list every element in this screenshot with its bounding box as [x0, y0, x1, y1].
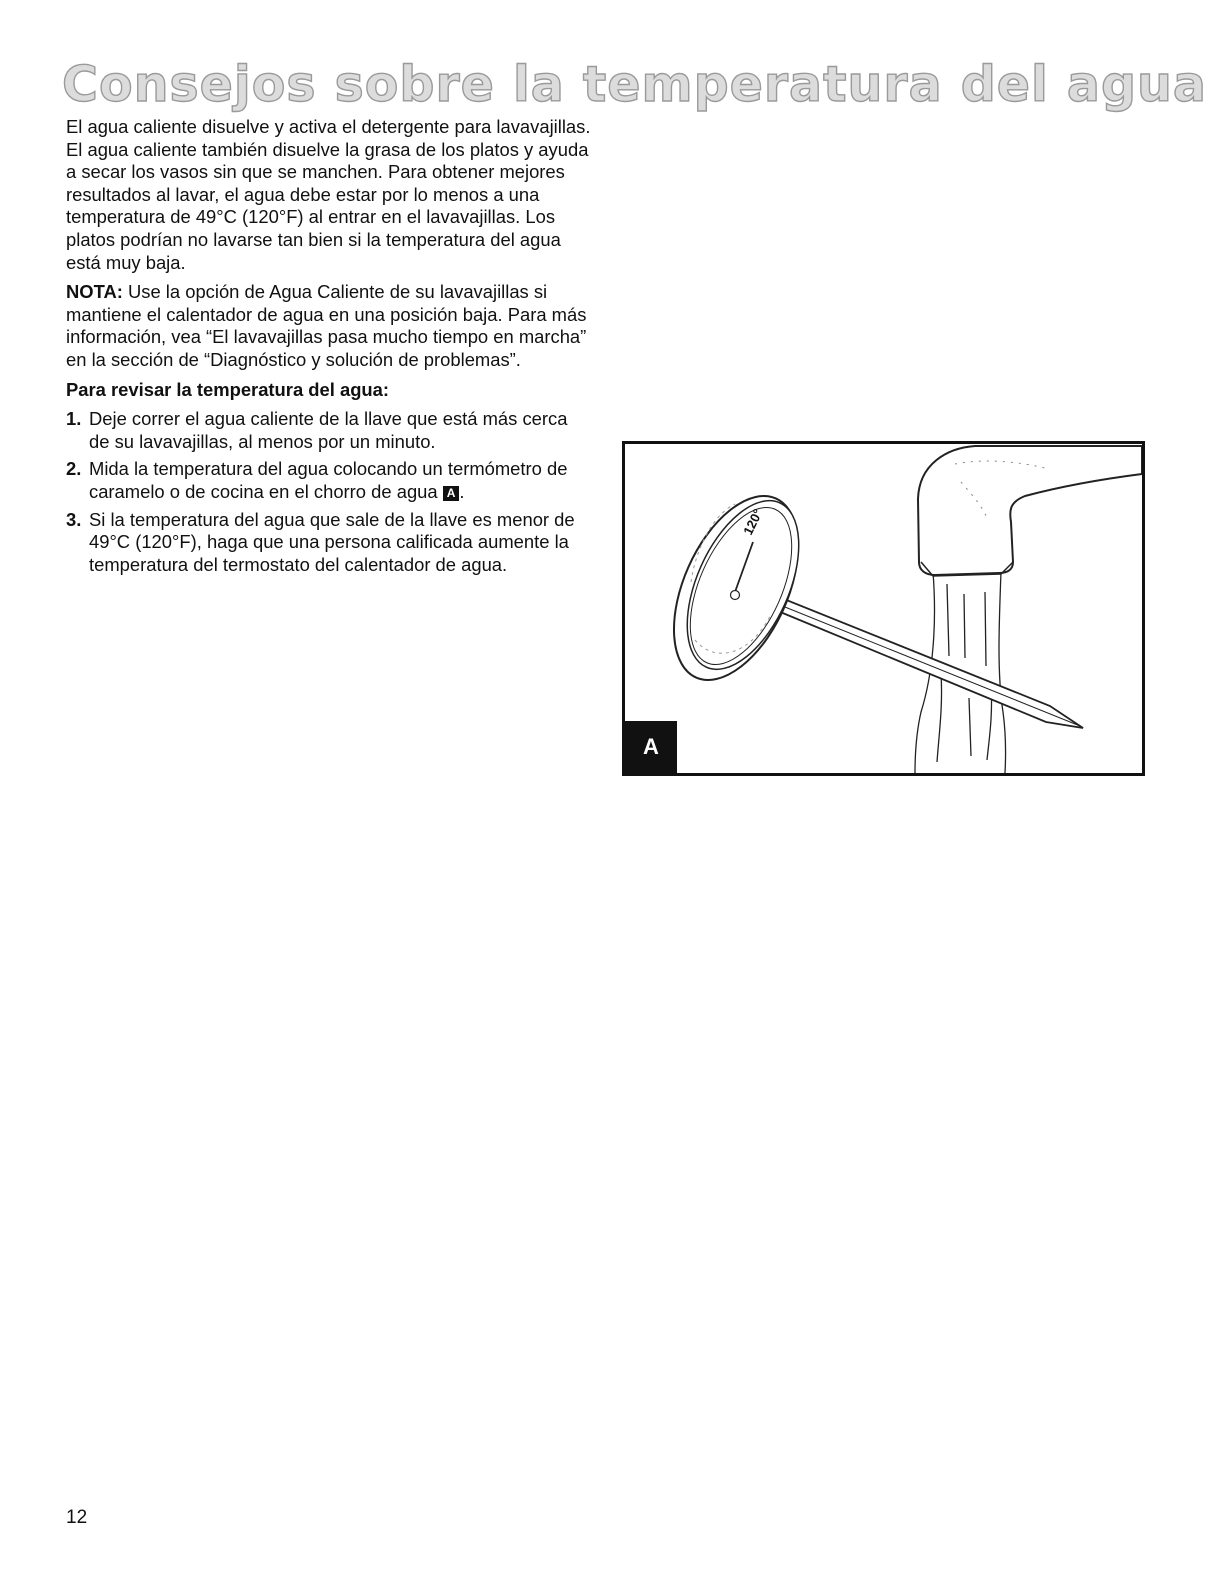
- thermometer-probe: [773, 597, 1083, 728]
- step-item: [66, 458, 591, 503]
- note-paragraph: [66, 281, 591, 371]
- step-number: 3.: [66, 508, 82, 530]
- page-number: 12: [66, 1507, 88, 1528]
- content-column: [66, 116, 591, 581]
- step-text: Si la temperatura del agua que sale de la llave es menor de 49°C (120°F), haga que una persona calificada aumente la temperatura del termostato del calentador de agua.: [89, 508, 575, 575]
- procedure-heading: Para revisar la temperatura del agua:: [66, 378, 390, 400]
- note-text: Use la opción de Agua Caliente de su lavavajillas si mantiene el calentador de agua en una posición baja. Para más información, vea “El lavavajillas pasa mucho tiempo en marcha” en la sección de “Diagnóstico y solución de problemas”.: [66, 281, 587, 370]
- step-text-end: .: [459, 480, 465, 502]
- step-item: [66, 509, 591, 577]
- step-number: 1.: [66, 408, 82, 430]
- figure-reference-badge: A: [443, 486, 460, 501]
- thermometer-faucet-drawing: [625, 444, 1142, 773]
- step-item: [66, 408, 591, 453]
- procedure-steps: [66, 408, 591, 576]
- figure-thermometer-illustration: [622, 441, 1145, 776]
- step-text: Deje correr el agua caliente de la llave que está más cerca de su lavavajillas, al menos por un minuto.: [89, 408, 568, 452]
- step-number: 2.: [66, 458, 82, 480]
- step-text: Mida la temperatura del agua colocando un termómetro de caramelo o de cocina en el chorro de agua: [89, 458, 568, 502]
- note-label: NOTA:: [66, 281, 123, 303]
- faucet: [918, 446, 1142, 576]
- dial-reading-text: 120°: [740, 506, 766, 538]
- page-title: Consejos sobre la temperatura del agua: [62, 56, 1207, 113]
- figure-label: A: [625, 721, 677, 773]
- thermometer-dial: [649, 477, 824, 698]
- intro-paragraph: El agua caliente disuelve y activa el detergente para lavavajillas. El agua caliente también disuelve la grasa de los platos y ayuda a secar los vasos sin que se manchen. Para obtener mejores resultados al lavar, el agua debe estar por lo menos a una temperatura de 49°C (120°F) al entrar en el lavavajillas. Los platos podrían no lavarse tan bien si la temperatura del agua está muy baja.: [66, 116, 591, 273]
